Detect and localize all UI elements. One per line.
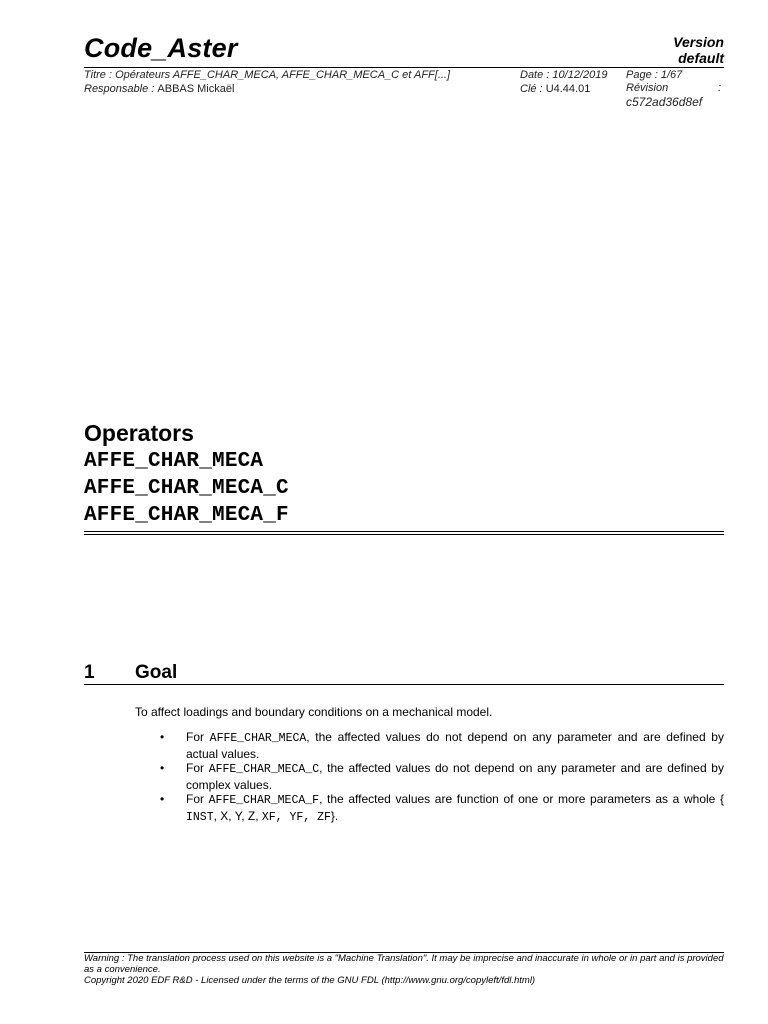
date-line	[520, 69, 607, 82]
page-label: Page :	[626, 69, 661, 81]
bullet-text-post: , the affected values do not depend on any parameter and are defined by actual values.	[186, 730, 724, 761]
revision-colon: :	[718, 82, 722, 94]
operator-name-3: AFFE_CHAR_MECA_F	[84, 504, 289, 527]
section-title: Goal	[135, 662, 178, 683]
title-double-rule	[84, 531, 724, 535]
param-end: }.	[330, 808, 339, 823]
operator-code: AFFE_CHAR_MECA_C	[208, 763, 320, 776]
list-item	[160, 730, 724, 761]
cle-line	[520, 83, 590, 96]
footer	[84, 953, 724, 986]
revision-label: Révision	[626, 82, 669, 94]
list-item	[160, 761, 724, 792]
bullet-text-pre: For	[186, 730, 210, 744]
param-xyz: , X, Y, Z,	[213, 808, 262, 823]
version-value: default	[678, 50, 724, 66]
date-value: 10/12/2019	[552, 69, 608, 81]
operator-name-1: AFFE_CHAR_MECA	[84, 450, 264, 473]
translation-warning: Warning : The translation process used on this website is a "Machine Translation". It may be imprecise and inaccurate in whole or in part and is provided as a convenience.	[84, 953, 724, 975]
title-value: Opérateurs AFFE_CHAR_MECA, AFFE_CHAR_MECA_C et AFF[...]	[115, 69, 451, 81]
section-number: 1	[84, 662, 95, 683]
cle-value: U4.44.01	[545, 83, 591, 95]
param-inst: INST	[186, 810, 214, 824]
bullet-text-post: , the affected values do not depend on any parameter and are defined by complex values.	[186, 761, 724, 792]
bullet-icon: •	[160, 792, 165, 806]
page-line	[626, 69, 682, 82]
cle-label: Clé :	[520, 83, 546, 95]
date-label: Date :	[520, 69, 553, 81]
doc-title-line	[84, 69, 450, 82]
intro-paragraph: To affect loadings and boundary conditions on a mechanical model.	[135, 705, 493, 719]
bullet-text-pre: For	[186, 792, 209, 806]
param-xf-yf-zf: XF, YF, ZF	[261, 810, 331, 824]
responsable-value: ABBAS Mickaël	[157, 83, 235, 95]
title-label: Titre :	[84, 69, 116, 81]
version-block	[673, 34, 724, 66]
list-item	[160, 792, 724, 825]
operator-name-2: AFFE_CHAR_MECA_C	[84, 477, 289, 500]
brand-title: Code_Aster	[84, 33, 238, 63]
goal-bullet-list	[160, 730, 724, 825]
section-rule	[84, 684, 724, 685]
operator-code: AFFE_CHAR_MECA	[209, 732, 307, 745]
bullet-text-pre: For	[186, 761, 209, 775]
bullet-icon: •	[160, 730, 165, 744]
header-rule	[84, 67, 724, 68]
bullet-text-post: , the affected values are function of one or more parameters as a whole {	[319, 792, 724, 806]
version-label: Version	[673, 34, 724, 50]
operators-title: Operators	[84, 420, 194, 446]
operator-code: AFFE_CHAR_MECA_F	[208, 794, 320, 807]
responsable-line	[84, 83, 234, 96]
responsable-label: Responsable :	[84, 83, 158, 95]
revision-value: c572ad36d8ef	[626, 95, 703, 109]
copyright-line: Copyright 2020 EDF R&D - Licensed under the terms of the GNU FDL (http://www.gnu.org/copyleft/fdl.html)	[84, 975, 536, 986]
page-value: 1/67	[660, 69, 683, 81]
bullet-icon: •	[160, 761, 165, 775]
